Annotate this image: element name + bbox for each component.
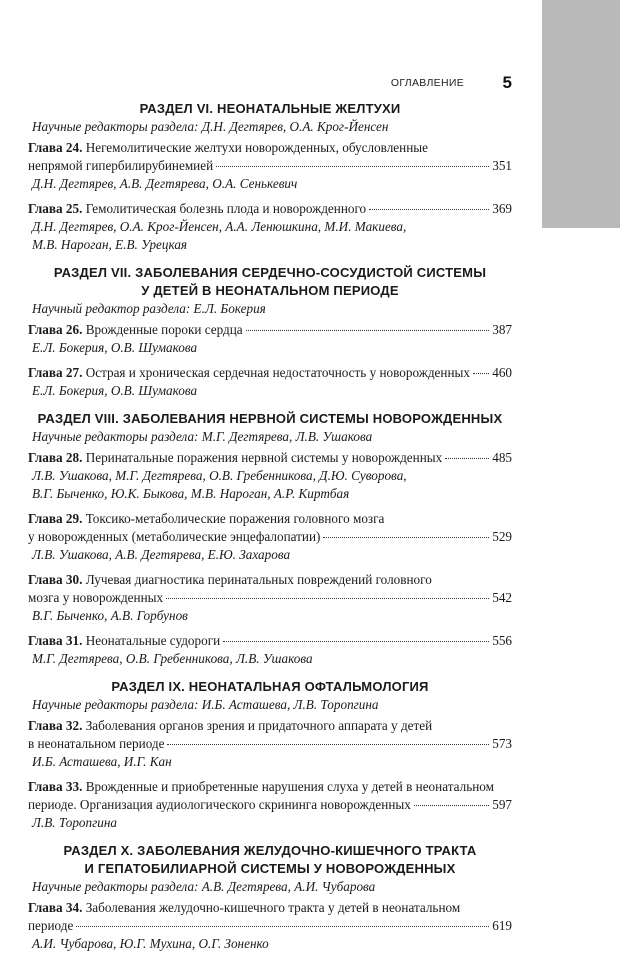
leader-dots: [473, 373, 489, 374]
chapter-title: Токсико-метаболические поражения головного мозга: [85, 511, 385, 526]
chapter-title: Негемолитические желтухи новорожденных, обусловленные: [85, 140, 428, 155]
chapter-authors: В.Г. Быченко, А.В. Горбунов: [32, 608, 188, 623]
section-8: [28, 410, 512, 668]
section-title-cont: И ГЕПАТОБИЛИАРНОЙ СИСТЕМЫ У НОВОРОЖДЕННЫХ: [84, 861, 456, 876]
section-editors: Научный редактор раздела: Е.Л. Бокерия: [32, 301, 266, 316]
chapter-25[interactable]: [28, 200, 512, 254]
leader-dots: [223, 641, 489, 642]
chapter-label: Глава 32.: [28, 718, 83, 733]
section-9: [28, 678, 512, 832]
chapter-authors: Л.В. Торопгина: [32, 815, 117, 830]
chapter-authors-cont: В.Г. Быченко, Ю.К. Быкова, М.В. Нароган, А.Р. Киртбая: [32, 486, 350, 501]
leader-dots: [369, 209, 489, 210]
chapter-29[interactable]: [28, 510, 512, 564]
chapter-authors: Д.Н. Дегтярев, А.В. Дегтярева, О.А. Сенькевич: [32, 176, 298, 191]
chapter-authors: Е.Л. Бокерия, О.В. Шумакова: [32, 340, 198, 355]
chapter-page: 351: [492, 158, 512, 173]
section-7: [28, 264, 512, 400]
section-title: РАЗДЕЛ VIII. ЗАБОЛЕВАНИЯ НЕРВНОЙ СИСТЕМЫ НОВОРОЖДЕННЫХ: [37, 411, 503, 426]
chapter-30[interactable]: [28, 571, 512, 625]
chapter-label: Глава 29.: [28, 511, 83, 526]
chapter-title: Лучевая диагностика перинатальных повреждений головного: [85, 572, 432, 587]
chapter-label: Глава 27.: [28, 365, 83, 380]
chapter-page: 369: [492, 201, 512, 216]
chapter-32[interactable]: [28, 717, 512, 771]
leader-dots: [166, 598, 489, 599]
section-6: [28, 100, 512, 254]
chapter-label: Глава 25.: [28, 201, 83, 216]
section-tab-marker: [542, 0, 620, 228]
chapter-page: 597: [492, 797, 512, 812]
section-editors: Научные редакторы раздела: М.Г. Дегтярева, Л.В. Ушакова: [32, 429, 373, 444]
header-title: ОГЛАВЛЕНИЕ: [390, 77, 464, 89]
chapter-label: Глава 28.: [28, 450, 83, 465]
chapter-title: Гемолитическая болезнь плода и новорожденного: [85, 201, 367, 216]
leader-dots: [246, 330, 490, 331]
chapter-title: Острая и хроническая сердечная недостаточность у новорожденных: [85, 365, 470, 380]
chapter-label: Глава 33.: [28, 779, 83, 794]
page-number: 5: [502, 73, 512, 92]
section-10: [28, 842, 512, 953]
chapter-authors: М.Г. Дегтярева, О.В. Гребенникова, Л.В. Ушакова: [32, 651, 313, 666]
chapter-title: Заболевания органов зрения и придаточного аппарата у детей: [85, 718, 433, 733]
chapter-title: Врожденные пороки сердца: [85, 322, 243, 337]
chapter-title-cont: непрямой гипербилирубинемией: [28, 158, 214, 173]
chapter-26[interactable]: [28, 321, 512, 357]
chapter-label: Глава 26.: [28, 322, 83, 337]
chapter-authors: Е.Л. Бокерия, О.В. Шумакова: [32, 383, 198, 398]
chapter-label: Глава 24.: [28, 140, 83, 155]
leader-dots: [445, 458, 489, 459]
chapter-27[interactable]: [28, 364, 512, 400]
leader-dots: [414, 805, 489, 806]
section-editors: Научные редакторы раздела: И.Б. Асташева, Л.В. Торопгина: [32, 697, 379, 712]
chapter-33[interactable]: [28, 778, 512, 832]
chapter-authors: Л.В. Ушакова, М.Г. Дегтярева, О.В. Гребенникова, Д.Ю. Суворова,: [32, 468, 407, 483]
chapter-24[interactable]: [28, 139, 512, 193]
chapter-28[interactable]: [28, 449, 512, 503]
chapter-title-cont: у новорожденных (метаболические энцефалопатии): [28, 529, 321, 544]
section-editors: Научные редакторы раздела: А.В. Дегтярева, А.И. Чубарова: [32, 879, 376, 894]
section-title-cont: У ДЕТЕЙ В НЕОНАТАЛЬНОМ ПЕРИОДЕ: [141, 283, 399, 298]
chapter-page: 387: [492, 322, 512, 337]
running-header: [0, 73, 512, 97]
leader-dots: [323, 537, 489, 538]
chapter-31[interactable]: [28, 632, 512, 668]
chapter-title-cont: мозга у новорожденных: [28, 590, 164, 605]
chapter-label: Глава 31.: [28, 633, 83, 648]
chapter-title: Заболевания желудочно-кишечного тракта у детей в неонатальном: [85, 900, 461, 915]
chapter-title-cont: периоде. Организация аудиологического скрининга новорожденных: [28, 797, 411, 812]
chapter-title-cont: периоде: [28, 918, 74, 933]
chapter-authors: Л.В. Ушакова, А.В. Дегтярева, Е.Ю. Захарова: [32, 547, 291, 562]
chapter-page: 619: [492, 918, 512, 933]
leader-dots: [76, 926, 489, 927]
section-title: РАЗДЕЛ VI. НЕОНАТАЛЬНЫЕ ЖЕЛТУХИ: [139, 101, 401, 116]
chapter-title-cont: в неонатальном периоде: [28, 736, 165, 751]
leader-dots: [167, 744, 489, 745]
chapter-label: Глава 30.: [28, 572, 83, 587]
chapter-page: 529: [492, 529, 512, 544]
chapter-title: Перинатальные поражения нервной системы у новорожденных: [85, 450, 443, 465]
chapter-title: Неонатальные судороги: [85, 633, 221, 648]
section-title: РАЗДЕЛ VII. ЗАБОЛЕВАНИЯ СЕРДЕЧНО-СОСУДИСТОЙ СИСТЕМЫ: [53, 265, 487, 280]
chapter-page: 485: [492, 450, 512, 465]
section-title: РАЗДЕЛ X. ЗАБОЛЕВАНИЯ ЖЕЛУДОЧНО-КИШЕЧНОГО ТРАКТА: [63, 843, 477, 858]
chapter-authors: И.Б. Асташева, И.Г. Кан: [32, 754, 172, 769]
chapter-34[interactable]: [28, 899, 512, 953]
leader-dots: [216, 166, 489, 167]
chapter-page: 460: [492, 365, 512, 380]
chapter-authors-cont: М.В. Нароган, Е.В. Урецкая: [32, 237, 188, 252]
chapter-authors: Д.Н. Дегтярев, О.А. Крог-Йенсен, А.А. Ленюшкина, М.И. Макиева,: [32, 219, 407, 234]
chapter-page: 573: [492, 736, 512, 751]
chapter-page: 556: [492, 633, 512, 648]
chapter-page: 542: [492, 590, 512, 605]
table-of-contents: [28, 100, 512, 953]
section-title: РАЗДЕЛ IX. НЕОНАТАЛЬНАЯ ОФТАЛЬМОЛОГИЯ: [111, 679, 429, 694]
chapter-label: Глава 34.: [28, 900, 83, 915]
section-editors: Научные редакторы раздела: Д.Н. Дегтярев, О.А. Крог-Йенсен: [32, 119, 389, 134]
chapter-title: Врожденные и приобретенные нарушения слуха у детей в неонатальном: [85, 779, 494, 794]
chapter-authors: А.И. Чубарова, Ю.Г. Мухина, О.Г. Зоненко: [32, 936, 269, 951]
